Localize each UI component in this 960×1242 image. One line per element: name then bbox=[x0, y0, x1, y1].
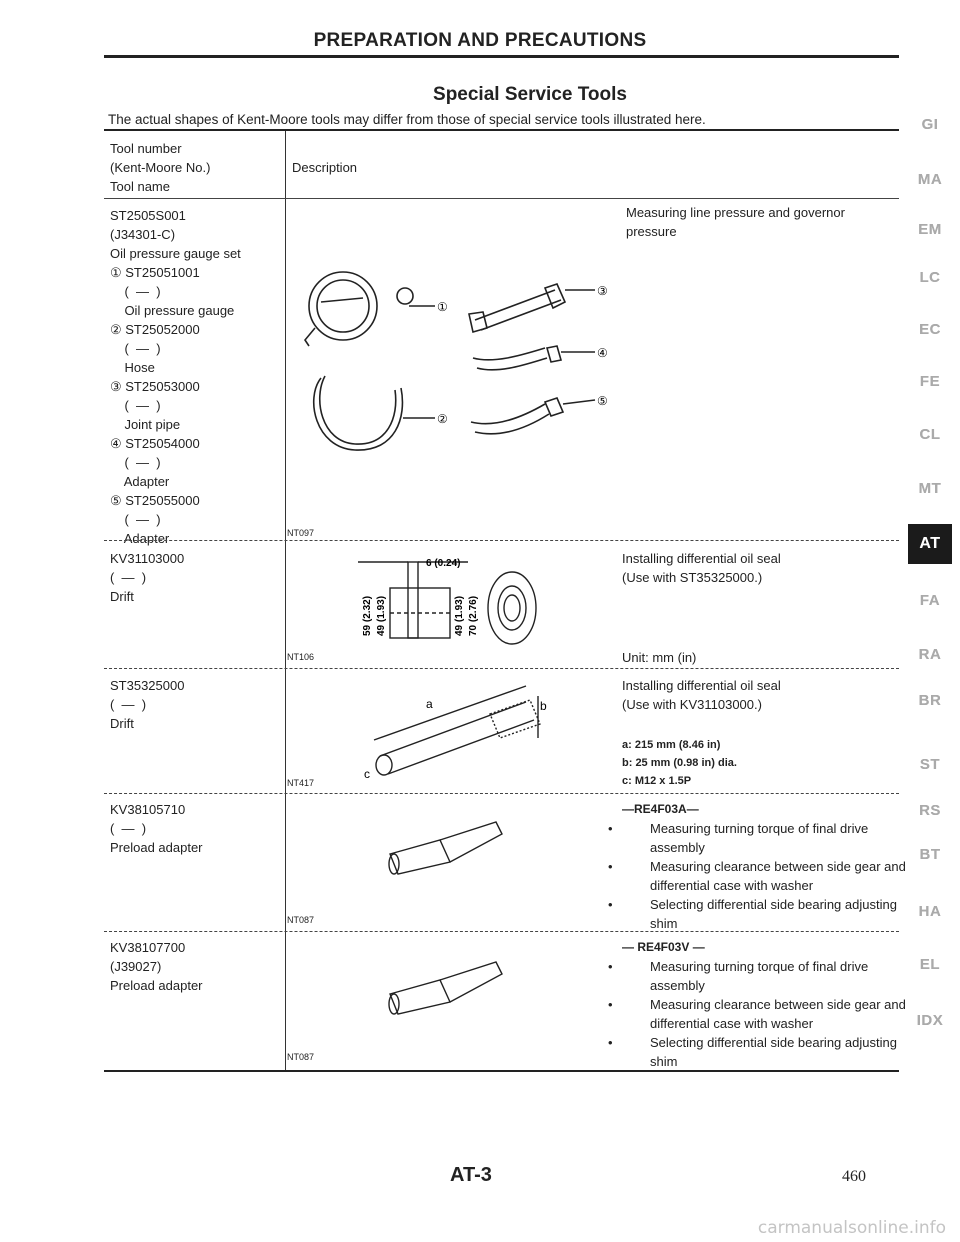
tool-line: ST2505S001 bbox=[110, 208, 186, 223]
desc-line: (Use with KV31103000.) bbox=[622, 697, 762, 712]
row-separator bbox=[104, 793, 899, 794]
sidebar-tab-fe[interactable]: FE bbox=[919, 373, 941, 390]
figure-label: b bbox=[540, 699, 547, 713]
tool-line: ( — ) bbox=[110, 455, 161, 470]
bullet-item: Selecting differential side bearing adjusting shim bbox=[650, 1035, 897, 1069]
sidebar-tab-fa[interactable]: FA bbox=[919, 592, 941, 609]
tool-line: (J39027) bbox=[110, 959, 162, 974]
page-code: AT-3 bbox=[450, 1164, 492, 1186]
tool-line: Joint pipe bbox=[110, 417, 181, 432]
model-label: — RE4F03V — bbox=[622, 940, 705, 954]
dimension-label: 6 (0.24) bbox=[426, 558, 461, 569]
figure-code: NT417 bbox=[287, 778, 315, 788]
preload-adapter-figure bbox=[380, 814, 510, 880]
tool-line: KV38107700 bbox=[110, 940, 186, 955]
dimension-label: 49 (1.93) bbox=[454, 595, 465, 636]
header-separator bbox=[104, 198, 899, 199]
row-1-tool-cell bbox=[110, 206, 241, 548]
tool-line: Drift bbox=[110, 589, 134, 604]
figure-code: NT097 bbox=[287, 528, 315, 538]
row-5-tool-cell bbox=[110, 938, 203, 995]
tool-line: ④ ST25054000 bbox=[110, 436, 200, 451]
desc-line: Installing differential oil seal bbox=[622, 678, 781, 693]
figure-label: ④ bbox=[597, 346, 608, 360]
page-header-title: PREPARATION AND PRECAUTIONS bbox=[313, 30, 647, 51]
figure-code: NT087 bbox=[287, 1052, 315, 1062]
sidebar-tab-mt[interactable]: MT bbox=[918, 480, 942, 497]
tool-line: KV31103000 bbox=[110, 551, 185, 566]
page-number: 460 bbox=[842, 1168, 866, 1185]
figure-code: NT106 bbox=[287, 652, 315, 662]
bullet-item: Measuring turning torque of final drive assembly bbox=[650, 821, 869, 855]
tool-line: ( — ) bbox=[110, 512, 161, 527]
figure-label: a bbox=[426, 697, 433, 711]
row-5-description bbox=[622, 938, 906, 1071]
row-4-description bbox=[622, 800, 906, 933]
tool-line: Adapter bbox=[110, 474, 170, 489]
sidebar-tab-at[interactable]: AT bbox=[908, 524, 952, 564]
tool-line: ( — ) bbox=[110, 697, 147, 712]
sidebar-tab-ec[interactable]: EC bbox=[919, 321, 941, 338]
figure-label: ③ bbox=[597, 284, 608, 298]
tool-line: ① ST25051001 bbox=[110, 265, 200, 280]
sidebar-tab-lc[interactable]: LC bbox=[919, 269, 941, 286]
bullet-item: Measuring clearance between side gear and differential case with washer bbox=[650, 997, 906, 1031]
tool-line: ( — ) bbox=[110, 341, 161, 356]
desc-line: Measuring line pressure and governor bbox=[626, 205, 845, 220]
drift-rod-figure bbox=[350, 678, 580, 790]
oil-pressure-gauge-set-figure bbox=[295, 268, 625, 468]
figure-label: c bbox=[364, 767, 370, 781]
tool-line: Preload adapter bbox=[110, 840, 203, 855]
preload-adapter-figure bbox=[380, 954, 510, 1020]
row-3-specs bbox=[622, 736, 737, 790]
desc-line: (Use with ST35325000.) bbox=[622, 570, 763, 585]
section-note: The actual shapes of Kent-Moore tools may differ from those of special service tools illustrated here. bbox=[108, 112, 706, 127]
unit-note: Unit: mm (in) bbox=[622, 650, 697, 665]
header-tool-number: Tool number bbox=[110, 141, 182, 156]
bullet-item: Measuring turning torque of final drive assembly bbox=[650, 959, 869, 993]
dimension-label: 70 (2.76) bbox=[468, 595, 479, 636]
tool-line: Adapter bbox=[110, 531, 170, 546]
spec-line: a: 215 mm (8.46 in) bbox=[622, 739, 721, 751]
sidebar-tab-ma[interactable]: MA bbox=[917, 171, 943, 188]
header-tool-name: Tool name bbox=[110, 179, 170, 194]
tool-line: Hose bbox=[110, 360, 155, 375]
tool-line: ( — ) bbox=[110, 821, 147, 836]
tool-line: ( — ) bbox=[110, 284, 161, 299]
figure-label: ① bbox=[437, 300, 448, 314]
model-label: —RE4F03A— bbox=[622, 802, 699, 816]
table-top-rule bbox=[104, 129, 899, 131]
desc-line: Installing differential oil seal bbox=[622, 551, 781, 566]
tool-line: ST35325000 bbox=[110, 678, 185, 693]
row-3-tool-cell bbox=[110, 676, 184, 733]
sidebar-tab-idx[interactable]: IDX bbox=[916, 1012, 944, 1029]
bullet-item: Measuring clearance between side gear and differential case with washer bbox=[650, 859, 906, 893]
watermark: carmanualsonline.info bbox=[757, 1218, 946, 1238]
tool-line: ( — ) bbox=[110, 570, 147, 585]
desc-line: pressure bbox=[626, 224, 677, 239]
sidebar-tab-ra[interactable]: RA bbox=[918, 646, 942, 663]
section-title: Special Service Tools bbox=[433, 84, 627, 105]
tool-line: ⑤ ST25055000 bbox=[110, 493, 200, 508]
sidebar-tab-cl[interactable]: CL bbox=[919, 426, 941, 443]
row-3-description bbox=[622, 676, 781, 714]
sidebar-tab-rs[interactable]: RS bbox=[919, 802, 941, 819]
sidebar-tab-br[interactable]: BR bbox=[918, 692, 942, 709]
spec-line: b: 25 mm (0.98 in) dia. bbox=[622, 757, 737, 769]
tool-line: Oil pressure gauge set bbox=[110, 246, 241, 261]
tool-line: Preload adapter bbox=[110, 978, 203, 993]
figure-label: ② bbox=[437, 412, 448, 426]
row-1-description bbox=[626, 203, 845, 241]
row-4-tool-cell bbox=[110, 800, 203, 857]
sidebar-tab-bt[interactable]: BT bbox=[919, 846, 941, 863]
row-separator bbox=[104, 931, 899, 932]
row-separator bbox=[104, 540, 899, 541]
sidebar-tab-ha[interactable]: HA bbox=[918, 903, 942, 920]
tool-line: Oil pressure gauge bbox=[110, 303, 235, 318]
header-kent-moore: (Kent-Moore No.) bbox=[110, 160, 211, 175]
bullet-item: Selecting differential side bearing adjusting shim bbox=[650, 897, 897, 931]
figure-label: ⑤ bbox=[597, 394, 608, 408]
drift-figure bbox=[350, 548, 590, 658]
tool-line: Drift bbox=[110, 716, 134, 731]
dimension-label: 49 (1.93) bbox=[376, 595, 387, 636]
sidebar-tab-gi[interactable]: GI bbox=[921, 116, 939, 133]
sidebar-tab-em[interactable]: EM bbox=[918, 221, 942, 238]
sidebar-tab-el[interactable]: EL bbox=[919, 956, 941, 973]
header-description: Description bbox=[292, 160, 358, 175]
dimension-label: 59 (2.32) bbox=[362, 595, 373, 636]
tool-line: ③ ST25053000 bbox=[110, 379, 200, 394]
tool-line: KV38105710 bbox=[110, 802, 186, 817]
figure-code: NT087 bbox=[287, 915, 315, 925]
tool-line: ( — ) bbox=[110, 398, 161, 413]
row-separator bbox=[104, 668, 899, 669]
spec-line: c: M12 x 1.5P bbox=[622, 775, 692, 787]
tool-line: ② ST25052000 bbox=[110, 322, 200, 337]
row-2-tool-cell bbox=[110, 549, 184, 606]
column-divider bbox=[285, 131, 286, 1070]
sidebar-tab-st[interactable]: ST bbox=[919, 756, 941, 773]
header-rule bbox=[104, 55, 899, 58]
row-2-description bbox=[622, 549, 781, 587]
tool-line: (J34301-C) bbox=[110, 227, 176, 242]
